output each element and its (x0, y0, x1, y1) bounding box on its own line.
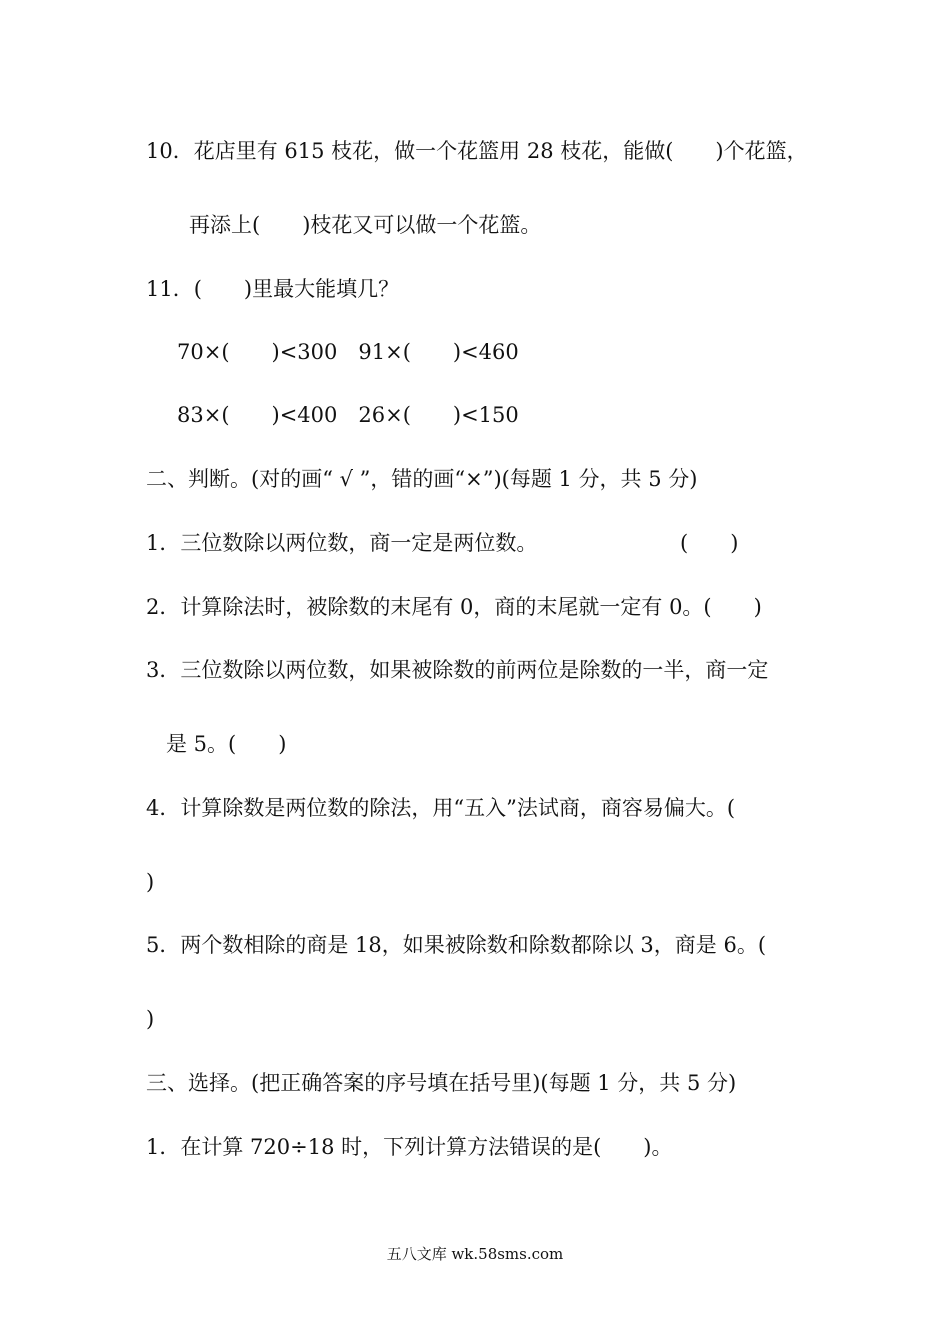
footer-watermark: 五八文库 wk.58sms.com (386, 1245, 564, 1263)
choice-item-1: 1．在计算 720÷18 时，下列计算方法错误的是( )。 (146, 1135, 673, 1159)
judgement-item-2: 2．计算除法时，被除数的末尾有 0，商的末尾就一定有 0。( ) (146, 595, 762, 619)
question-11-row-1: 70×( )<300 91×( )<460 (177, 340, 519, 364)
judgement-item-1-answer-parens: ( ) (680, 531, 739, 555)
judgement-item-1: 1．三位数除以两位数，商一定是两位数。 (146, 531, 538, 555)
section-3-heading: 三、选择。(把正确答案的序号填在括号里)(每题 1 分，共 5 分) (146, 1071, 737, 1095)
question-11-title: 11．( )里最大能填几？ (146, 277, 400, 301)
judgement-item-5-line-2: ) (146, 1007, 155, 1031)
question-11-row-2: 83×( )<400 26×( )<150 (177, 403, 519, 427)
judgement-item-4-line-1: 4．计算除数是两位数的除法，用“五入”法试商，商容易偏大。( (146, 796, 736, 820)
judgement-item-5-line-1: 5．两个数相除的商是 18，如果被除数和除数都除以 3，商是 6。( (146, 933, 767, 957)
judgement-item-3-line-2: 是 5。( ) (166, 732, 287, 756)
judgement-item-4-line-2: ) (146, 870, 155, 894)
question-10-line-2: 再添上( )枝花又可以做一个花篮。 (189, 213, 542, 237)
question-10-line-1: 10．花店里有 615 枝花，做一个花篮用 28 枝花，能做( )个花篮， (146, 139, 808, 163)
judgement-item-3-line-1: 3．三位数除以两位数，如果被除数的前两位是除数的一半，商一定 (146, 658, 769, 682)
section-2-heading: 二、判断。(对的画“ √ ”，错的画“×”)(每题 1 分，共 5 分) (146, 467, 698, 491)
